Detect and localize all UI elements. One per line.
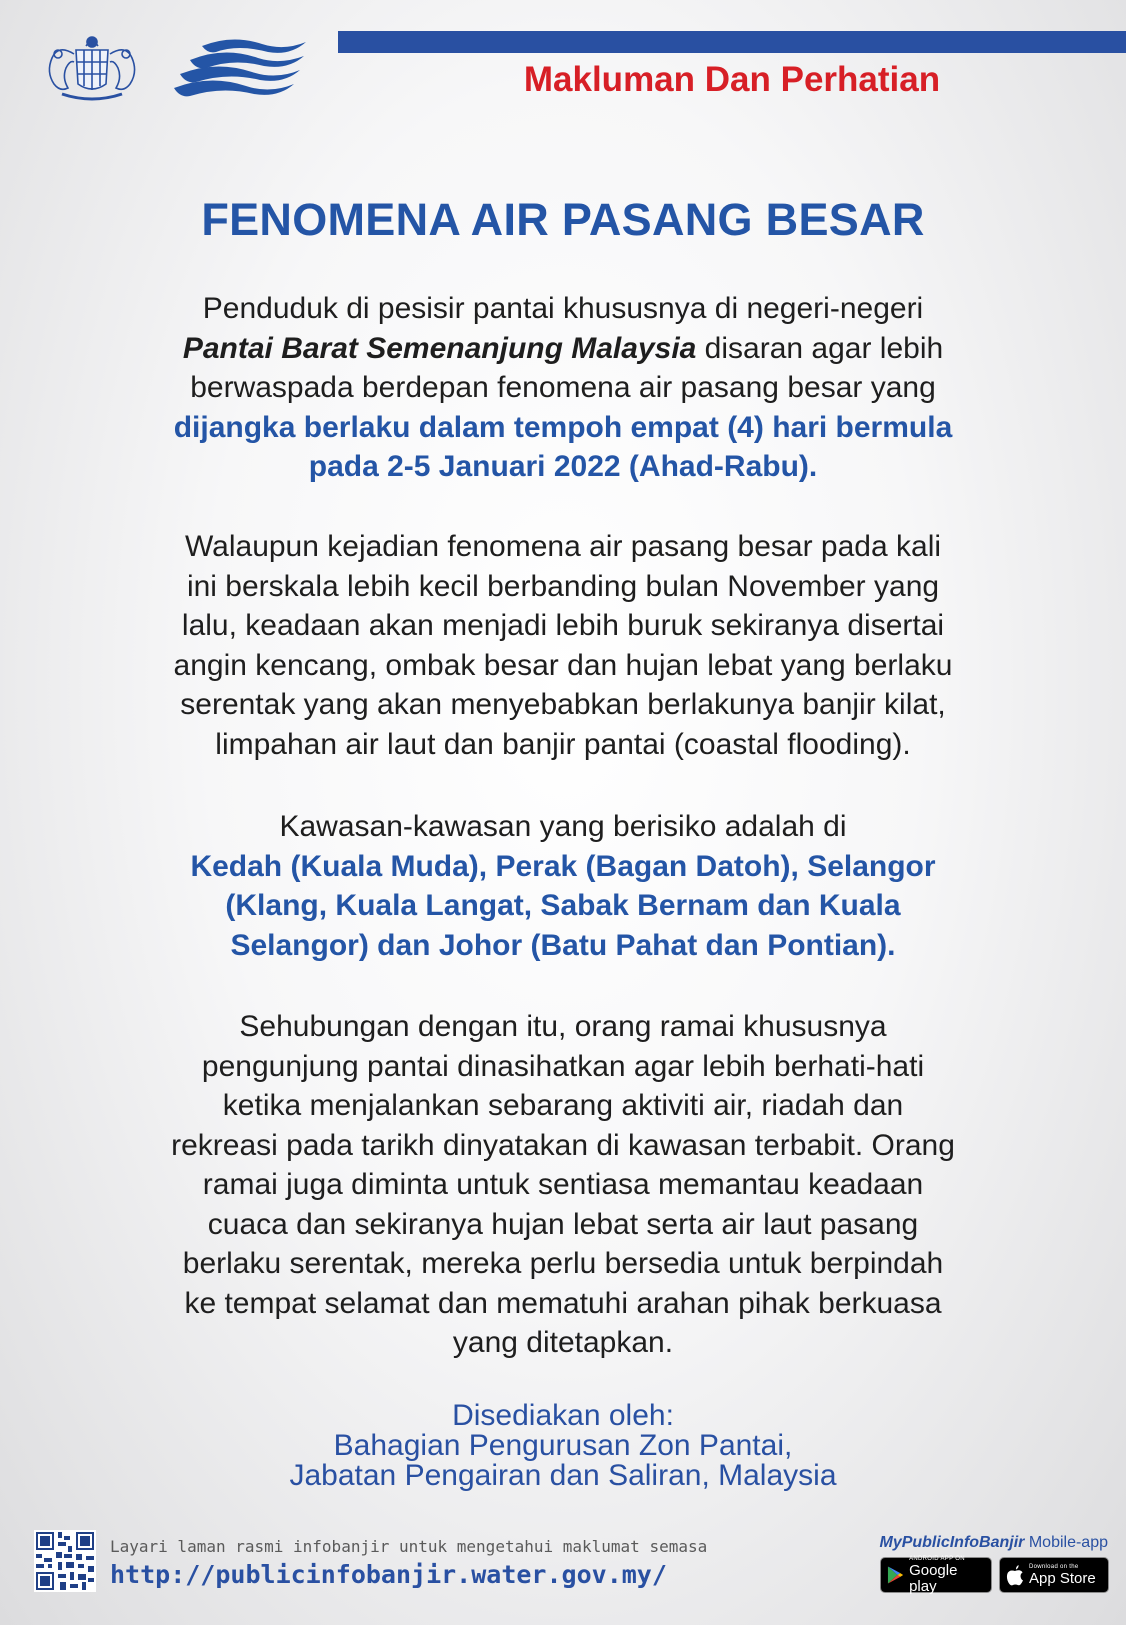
header-bar: [338, 31, 1126, 53]
text-line: cuaca dan sekiranya hujan lebat serta air laut pasang: [207, 1207, 919, 1241]
header-title: Makluman Dan Perhatian: [523, 60, 941, 99]
paragraph-advice: [100, 1007, 1026, 1363]
page-title: FENOMENA AIR PASANG BESAR: [201, 194, 925, 245]
text-line: berwaspada berdepan fenomena air pasang besar yang: [190, 371, 936, 404]
credits: [140, 1401, 986, 1491]
text-line: ketika menjalankan sebarang aktiviti air, riadah dan: [222, 1089, 904, 1122]
google-play-text: Google play: [909, 1561, 958, 1595]
qr-code-icon[interactable]: [34, 1530, 96, 1592]
jps-wave-logo: [172, 36, 308, 106]
division-name: Bahagian Pengurusan Zon Pantai,: [333, 1429, 793, 1462]
risk-area-line: Kedah (Kuala Muda), Perak (Bagan Datoh), Selangor: [190, 849, 936, 883]
google-play-small-text: ANDROID APP ON: [909, 1555, 965, 1562]
text-line: serentak yang akan menyebabkan berlakunya banjir kilat,: [180, 688, 946, 721]
text-line: ini berskala lebih kecil berbanding bulan November yang: [186, 569, 940, 603]
region-name: Pantai Barat Semenanjung Malaysia: [182, 331, 697, 365]
app-store-button[interactable]: [999, 1557, 1109, 1593]
text-line: lalu, keadaan akan menjadi lebih buruk sekiranya disertai: [181, 609, 945, 642]
text-line: yang ditetapkan.: [452, 1326, 674, 1359]
text-line: berlaku serentak, mereka perlu bersedia untuk berpindah: [182, 1247, 944, 1280]
text-line: limpahan air laut dan banjir pantai (coastal flooding).: [215, 727, 911, 761]
risk-area-line: (Klang, Kuala Langat, Sabak Bernam dan Kuala: [225, 889, 901, 922]
google-play-button[interactable]: [880, 1557, 992, 1593]
text-line: [100, 329, 1026, 369]
text-line: Kawasan-kawasan yang berisiko adalah di: [279, 810, 847, 843]
prepared-by-label: Disediakan oleh:: [452, 1399, 674, 1432]
risk-area-line: Selangor) dan Johor (Batu Pahat dan Pontian).: [230, 928, 896, 962]
paragraph-conditions: [100, 527, 1026, 764]
text-line: Walaupun kejadian fenomena air pasang besar pada kali: [184, 530, 942, 563]
coat-of-arms-logo: [40, 32, 144, 108]
app-suffix: Mobile-app: [1024, 1534, 1108, 1551]
app-store-text: App Store: [1029, 1569, 1096, 1587]
website-link[interactable]: http://publicinfobanjir.water.gov.my/: [110, 1560, 667, 1589]
text-line: angin kencang, ombak besar dan hujan lebat yang berlaku: [173, 648, 953, 682]
text-line: rekreasi pada tarikh dinyatakan di kawasan terbabit. Orang: [171, 1128, 955, 1162]
paragraph-warning: [100, 289, 1026, 487]
text-line: ramai juga diminta untuk sentiasa memantau keadaan: [202, 1168, 924, 1201]
text-fragment: disaran agar lebih: [696, 331, 944, 365]
google-play-icon: [887, 1565, 904, 1585]
paragraph-risk-areas: [100, 807, 1026, 965]
text-line: Sehubungan dengan itu, orang ramai khususnya: [239, 1010, 887, 1043]
mobile-app-label: [879, 1534, 1108, 1552]
app-store-small-text: Download on the: [1029, 1563, 1079, 1570]
visit-text: Layari laman rasmi infobanjir untuk mengetahui maklumat semasa: [110, 1537, 708, 1556]
date-highlight-line: pada 2-5 Januari 2022 (Ahad-Rabu).: [308, 450, 818, 483]
text-line: ke tempat selamat dan mematuhi arahan pihak berkuasa: [184, 1286, 942, 1320]
apple-icon: [1006, 1564, 1024, 1586]
text-line: Penduduk di pesisir pantai khususnya di negeri-negeri: [202, 292, 924, 325]
text-line: pengunjung pantai dinasihatkan agar lebih berhati-hati: [201, 1049, 925, 1083]
app-name: MyPublicInfoBanjir: [879, 1534, 1025, 1551]
department-name: Jabatan Pengairan dan Saliran, Malaysia: [289, 1459, 837, 1492]
date-highlight-line: dijangka berlaku dalam tempoh empat (4) hari bermula: [173, 410, 953, 444]
